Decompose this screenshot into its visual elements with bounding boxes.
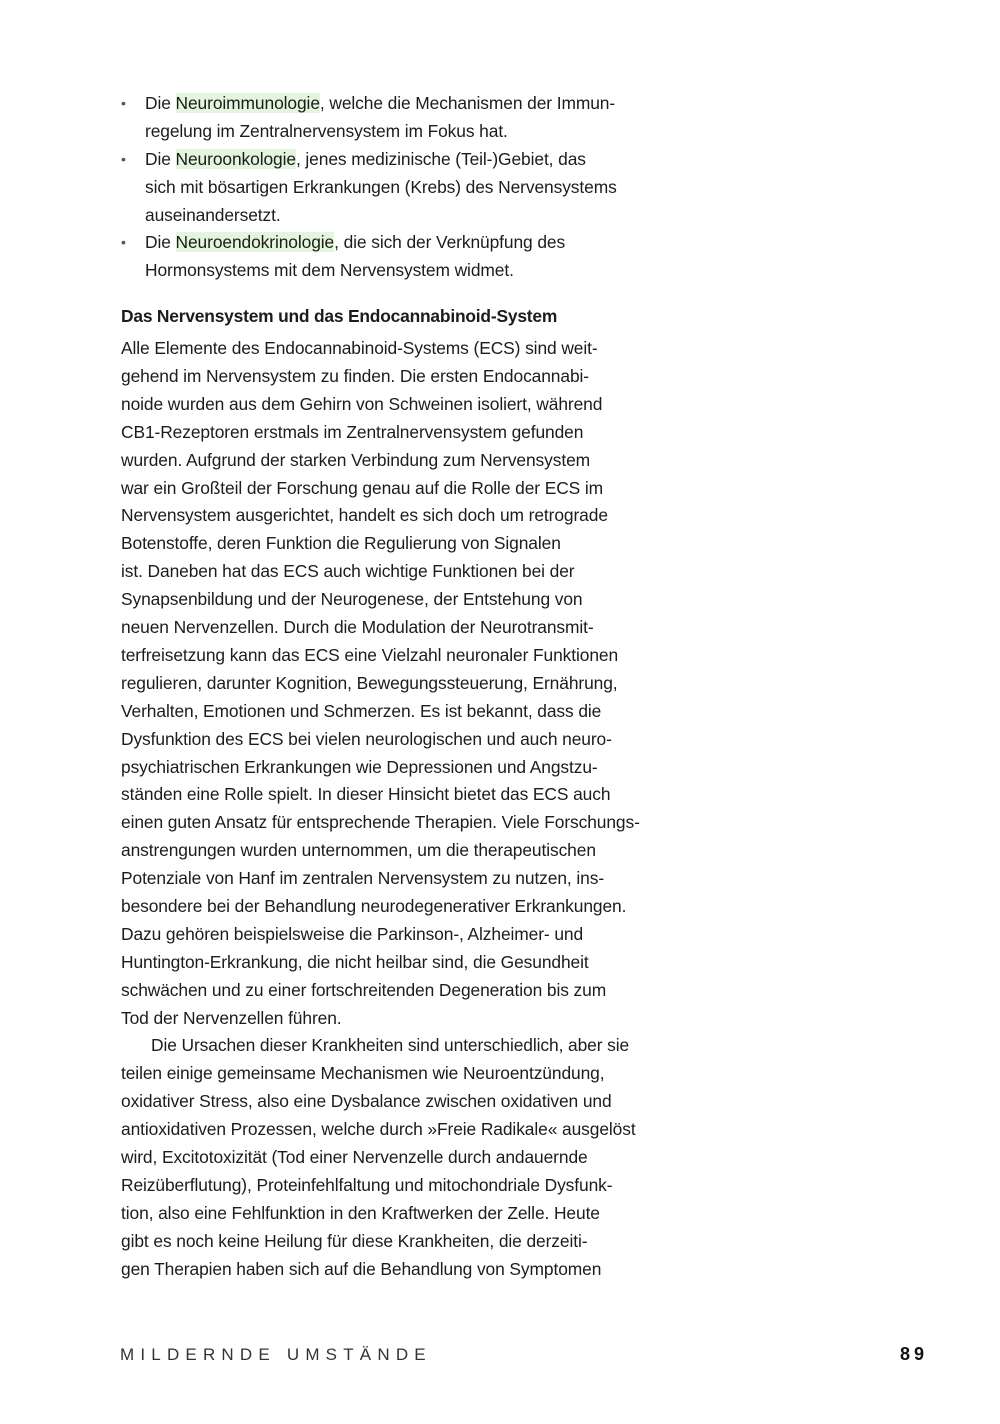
text-line: teilen einige gemeinsame Mechanismen wie Neuroentzündung,	[121, 1063, 605, 1084]
highlighted-term: Neuroimmunologie	[175, 93, 320, 113]
text-line: Botenstoffe, deren Funktion die Regulierung von Signalen	[121, 533, 561, 554]
text-line: tion, also eine Fehlfunktion in den Kraftwerken der Zelle. Heute	[121, 1202, 600, 1223]
text-line: besondere bei der Behandlung neurodegenerativer Erkrankungen.	[121, 895, 627, 916]
list-item	[121, 90, 666, 146]
text-line: wird, Excitotoxizität (Tod einer Nervenzelle durch andauernde	[121, 1146, 588, 1167]
bullet-prefix: Die	[145, 93, 176, 113]
list-item	[121, 229, 666, 285]
bullet-text-line: regelung im Zentralnervensystem im Fokus hat.	[145, 120, 508, 141]
text-line: Reizüberflutung), Proteinfehlfaltung und mitochondriale Dysfunk-	[121, 1174, 613, 1195]
text-line: Alle Elemente des Endocannabinoid-Systems (ECS) sind weit-	[121, 338, 598, 359]
text-line: Synapsenbildung und der Neurogenese, der Entstehung von	[121, 589, 583, 610]
text-line: Dysfunktion des ECS bei vielen neurologischen und auch neuro-	[121, 728, 612, 749]
highlighted-term: Neuroonkologie	[175, 148, 296, 169]
text-line: schwächen und zu einer fortschreitenden Degeneration bis zum	[121, 979, 607, 1000]
text-line: Potenziale von Hanf im zentralen Nervensystem zu nutzen, ins-	[121, 868, 605, 889]
text-line: regulieren, darunter Kognition, Bewegungssteuerung, Ernährung,	[121, 672, 618, 693]
bullet-text-line: sich mit bösartigen Erkrankungen (Krebs) des Nervensystems	[145, 176, 617, 197]
running-footer-title: MILDERNDE UMSTÄNDE	[120, 1345, 432, 1364]
page-number: 89	[899, 1344, 928, 1364]
bullet-icon: •	[121, 95, 126, 111]
text-line: CB1-Rezeptoren erstmals im Zentralnervensystem gefunden	[121, 421, 584, 442]
text-line: psychiatrischen Erkrankungen wie Depressionen und Angstzu-	[121, 756, 598, 777]
text-line: anstrengungen wurden unternommen, um die therapeutischen	[121, 840, 596, 861]
bullet-list	[121, 90, 666, 285]
text-line: ständen eine Rolle spielt. In dieser Hinsicht bietet das ECS auch	[121, 784, 611, 805]
highlighted-term: Neuroendokrinologie	[175, 232, 335, 253]
paragraph-2	[121, 1032, 666, 1283]
bullet-text-line: Hormonsystems mit dem Nervensystem widmet.	[145, 260, 514, 281]
text-line: gen Therapien haben sich auf die Behandlung von Symptomen	[121, 1258, 602, 1279]
bullet-icon: •	[121, 234, 126, 251]
text-line: Dazu gehören beispielsweise die Parkinson-, Alzheimer- und	[121, 923, 584, 944]
bullet-text: , jenes medizinische (Teil-)Gebiet, das	[295, 148, 586, 169]
text-line: noide wurden aus dem Gehirn von Schweinen isoliert, während	[121, 393, 603, 414]
text-line: ist. Daneben hat das ECS auch wichtige Funktionen bei der	[121, 561, 575, 582]
text-line: terfreisetzung kann das ECS eine Vielzahl neuronaler Funktionen	[121, 644, 619, 665]
text-line: wurden. Aufgrund der starken Verbindung zum Nervensystem	[121, 449, 591, 470]
text-line: gibt es noch keine Heilung für diese Krankheiten, die derzeiti-	[121, 1230, 588, 1251]
text-line: oxidativer Stress, also eine Dysbalance zwischen oxidativen und	[121, 1091, 612, 1112]
bullet-prefix: Die	[145, 148, 176, 169]
bullet-text: , die sich der Verknüpfung des	[334, 232, 566, 253]
list-item	[121, 146, 666, 230]
text-line: Verhalten, Emotionen und Schmerzen. Es ist bekannt, dass die	[121, 700, 602, 721]
text-line: antioxidativen Prozessen, welche durch »Freie Radikale« ausgelöst	[121, 1119, 636, 1140]
bullet-icon: •	[121, 150, 126, 167]
paragraph-1	[121, 335, 666, 1032]
bullet-text: , welche die Mechanismen der Immun-	[319, 93, 616, 113]
text-line: gehend im Nervensystem zu finden. Die ersten Endocannabi-	[121, 366, 589, 387]
text-line: Die Ursachen dieser Krankheiten sind unterschiedlich, aber sie	[151, 1035, 630, 1056]
bullet-prefix: Die	[145, 232, 176, 253]
text-column	[121, 90, 666, 1283]
text-line: einen guten Ansatz für entsprechende Therapien. Viele Forschungs-	[121, 812, 640, 833]
text-line: Nervensystem ausgerichtet, handelt es sich doch um retrograde	[121, 505, 608, 526]
text-line: war ein Großteil der Forschung genau auf die Rolle der ECS im	[121, 477, 604, 498]
text-line: Tod der Nervenzellen führen.	[121, 1007, 342, 1028]
bullet-text-line: auseinandersetzt.	[145, 204, 281, 225]
text-line: Huntington-Erkrankung, die nicht heilbar sind, die Gesundheit	[121, 951, 589, 972]
text-line: neuen Nervenzellen. Durch die Modulation der Neurotransmit-	[121, 617, 594, 638]
section-heading: Das Nervensystem und das Endocannabinoid-System	[121, 306, 558, 327]
